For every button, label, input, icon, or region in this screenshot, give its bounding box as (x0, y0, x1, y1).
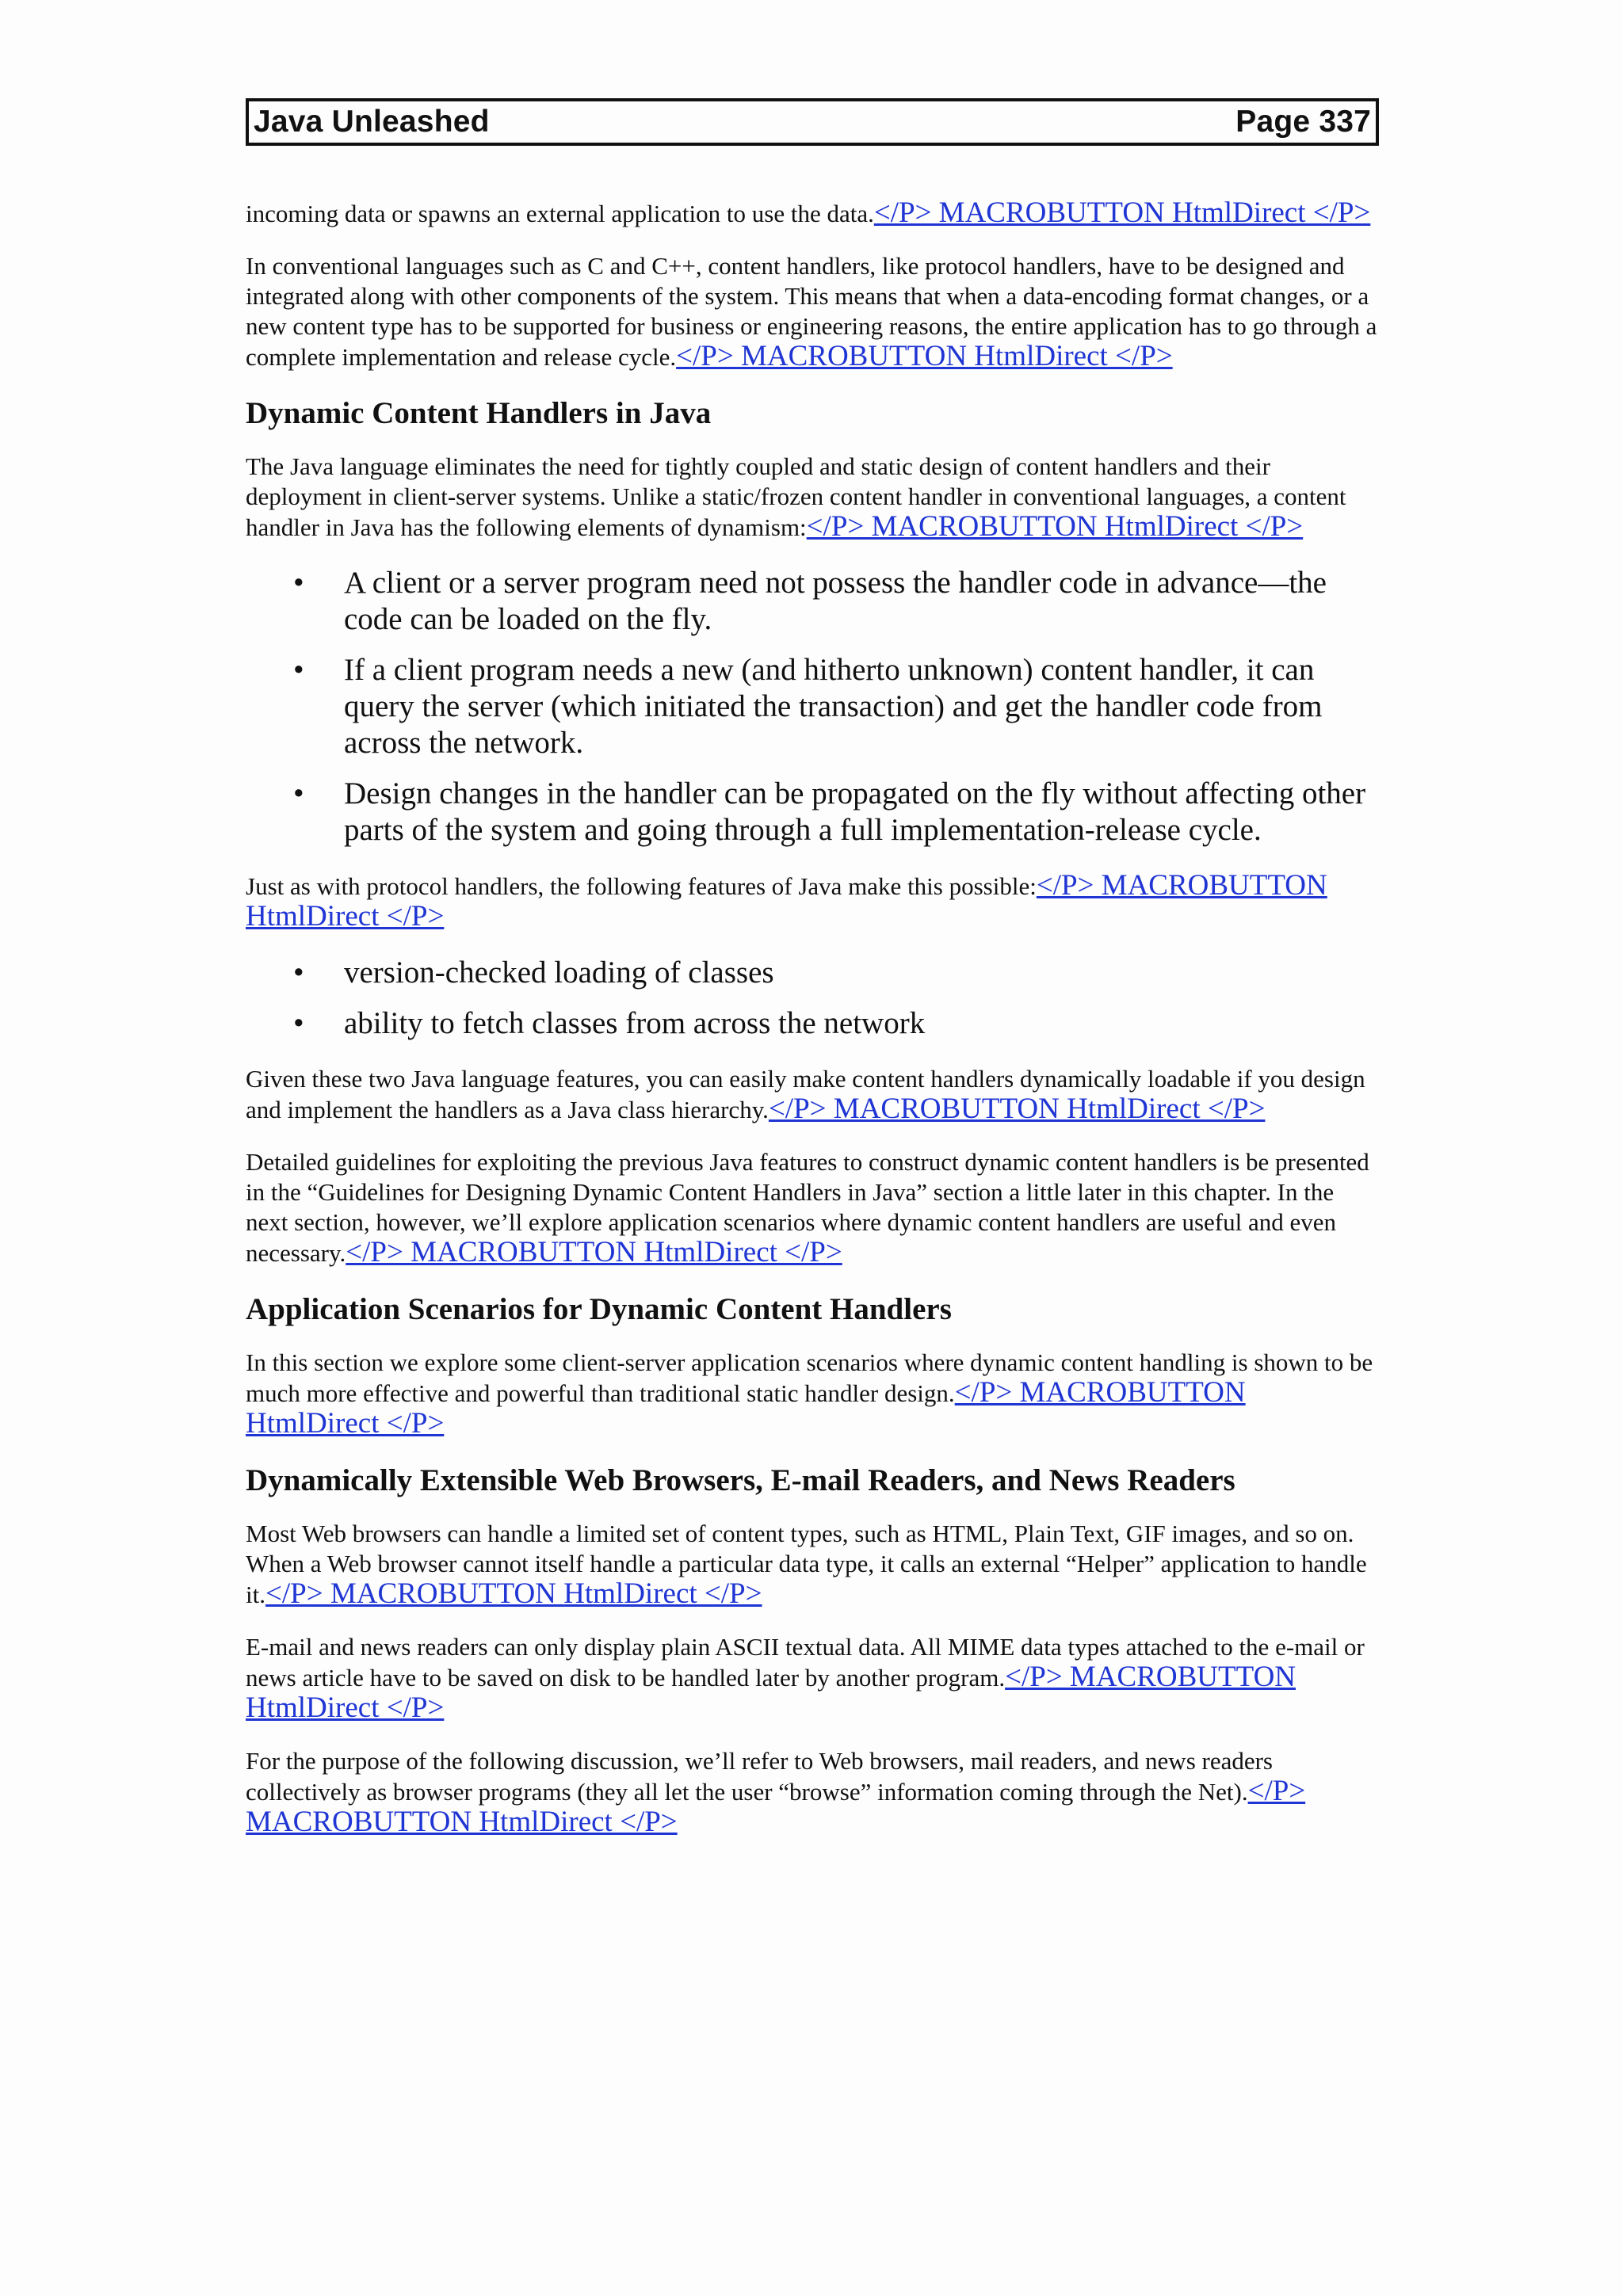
page-content (246, 198, 1379, 1838)
page-number: Page 337 (1235, 105, 1371, 139)
bullet-list (246, 955, 1379, 1042)
section-heading: Dynamic Content Handlers in Java (246, 396, 712, 430)
bullet-item: • Design changes in the handler can be propagated on the fly without affecting other parts of the system and going through a full implementation-release cycle. (246, 776, 1379, 849)
macrobutton-link[interactable]: </P> MACROBUTTON HtmlDirect </P> (806, 510, 1304, 543)
section-heading: Dynamically Extensible Web Browsers, E-mail Readers, and News Readers (246, 1463, 1235, 1497)
bullet-item: • A client or a server program need not possess the handler code in advance—the code can be loaded on the fly. (246, 565, 1379, 638)
paragraph: The Java language eliminates the need for tightly coupled and static design of content handlers and their deployment in client-server systems. Unlike a static/frozen content handler in conventional languages, a content handler in Java has the following elements of dynamism:</P> MACROBUTTON HtmlDirect </P> (246, 452, 1346, 543)
macrobutton-link[interactable]: </P> MACROBUTTON HtmlDirect </P> (346, 1236, 842, 1268)
bullet-item: • ability to fetch classes from across the network (246, 1005, 1379, 1042)
section-heading: Application Scenarios for Dynamic Content Handlers (246, 1292, 952, 1326)
bullet-item: • version-checked loading of classes (246, 955, 1379, 991)
macrobutton-link[interactable]: </P> MACROBUTTON HtmlDirect </P> (873, 196, 1371, 229)
macrobutton-link[interactable]: </P> MACROBUTTON HtmlDirect </P> (768, 1093, 1266, 1125)
macrobutton-link[interactable]: </P> MACROBUTTON HtmlDirect </P> (676, 340, 1173, 372)
page-header (246, 98, 1379, 146)
bullet-item: • If a client program needs a new (and hitherto unknown) content handler, it can query the server (which initiated the transaction) and get the handler code from across the network. (246, 652, 1379, 761)
book-title: Java Unleashed (254, 105, 490, 139)
macrobutton-link[interactable]: </P> MACROBUTTON HtmlDirect </P> (246, 1661, 1296, 1724)
paragraph: E-mail and news readers can only display plain ASCII textual data. All MIME data types attached to the e-mail or news article have to be saved on disk to be handled later by another program.</P> MACROBUTTON HtmlDirect </P> (246, 1633, 1365, 1724)
paragraph: For the purpose of the following discussion, we’ll refer to Web browsers, mail readers, and news readers collectively as browser programs (they all let the user “browse” information coming through the Net).</P> MACROBUTTON HtmlDirect </P> (246, 1747, 1306, 1838)
paragraph: Given these two Java language features, you can easily make content handlers dynamically loadable if you design and implement the handlers as a Java class hierarchy.</P> MACROBUTTON HtmlDirect </P> (246, 1065, 1365, 1125)
paragraph: In conventional languages such as C and C++, content handlers, like protocol handlers, have to be designed and integrated along with other components of the system. This means that when a data-encoding format changes, or a new content type has to be supported for business or engineering reasons, the entire application has to go through a complete implementation and release cycle.</P> MACROBUTTON HtmlDirect </P> (246, 252, 1377, 372)
macrobutton-link[interactable]: </P> MACROBUTTON HtmlDirect </P> (246, 869, 1327, 933)
paragraph: Most Web browsers can handle a limited set of content types, such as HTML, Plain Text, GIF images, and so on. When a Web browser cannot itself handle a particular data type, it calls an external “Helper” application to handle it.</P> MACROBUTTON HtmlDirect </P> (246, 1520, 1367, 1610)
macrobutton-link[interactable]: </P> MACROBUTTON HtmlDirect </P> (246, 1376, 1246, 1440)
paragraph: Just as with protocol handlers, the following features of Java make this possible:</P> MACROBUTTON HtmlDirect </P> (246, 869, 1327, 933)
macrobutton-link[interactable]: </P> MACROBUTTON HtmlDirect </P> (265, 1577, 762, 1610)
paragraph: Detailed guidelines for exploiting the previous Java features to construct dynamic content handlers is be presented in the “Guidelines for Designing Dynamic Content Handlers in Java” section a little later in this chapter. In the next section, however, we’ll explore application scenarios where dynamic content handlers are useful and even necessary.</P> MACROBUTTON HtmlDirect </P> (246, 1148, 1369, 1268)
paragraph: incoming data or spawns an external application to use the data.</P> MACROBUTTON HtmlDirect </P> (246, 196, 1371, 229)
paragraph: In this section we explore some client-server application scenarios where dynamic content handling is shown to be much more effective and powerful than traditional static handler design.</P> MACROBUTTON HtmlDirect </P> (246, 1348, 1373, 1440)
document-page (246, 98, 1379, 1860)
macrobutton-link[interactable]: </P> MACROBUTTON HtmlDirect </P> (246, 1775, 1306, 1838)
bullet-list (246, 565, 1379, 849)
